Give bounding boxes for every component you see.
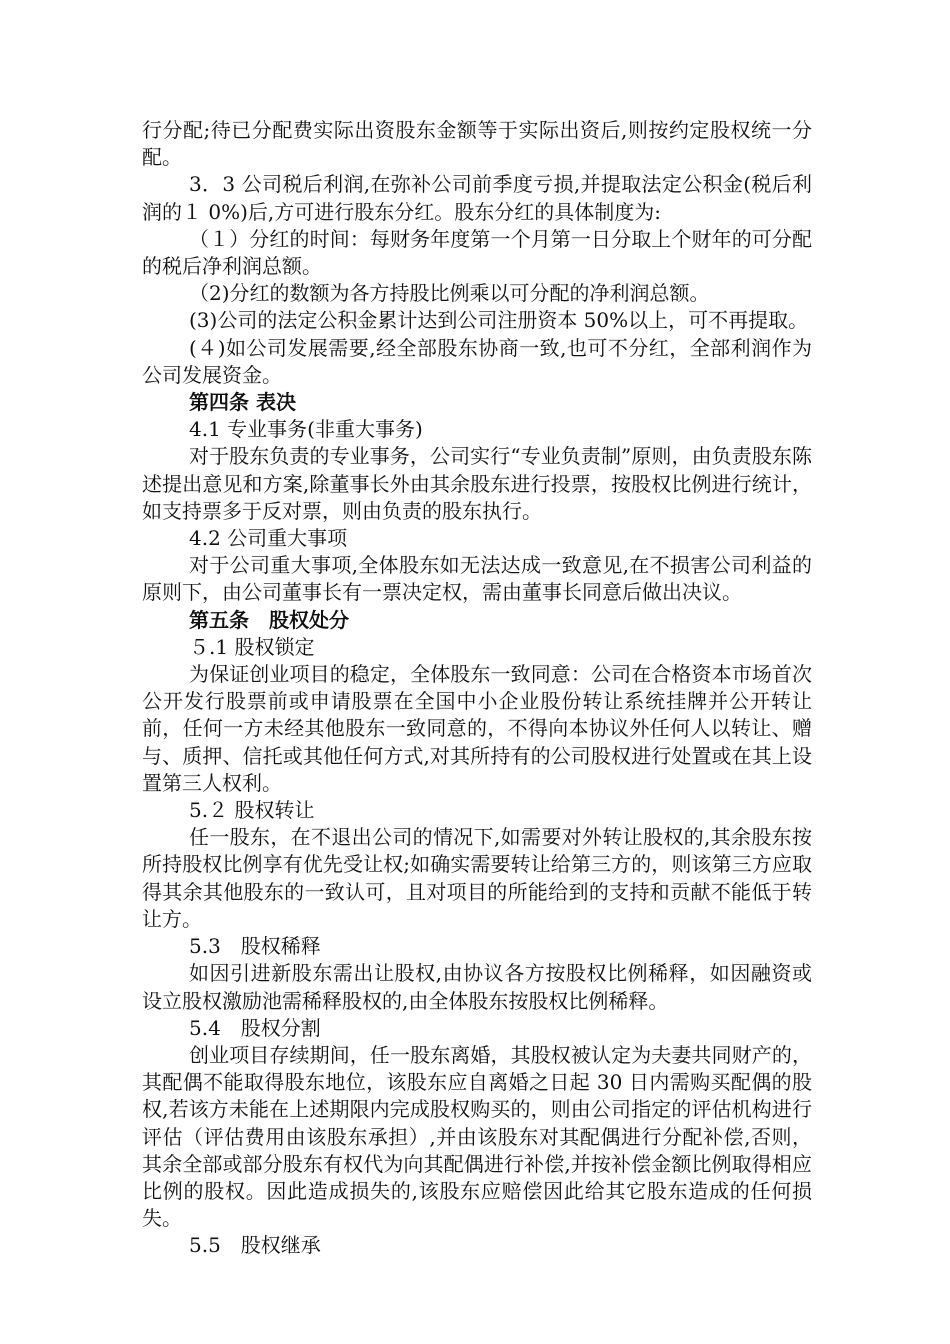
paragraph-continuation: 行分配;待已分配费实际出资股东金额等于实际出资后,则按约定股权统一分配。 — [142, 118, 812, 170]
paragraph-4-1: 对于股东负责的专业事务，公司实行“专业负责制”原则，由负责股东陈述提出意见和方案,除董事长外由其余股东进行投票，按股权比例进行统计，如支持票多于反对票，则由负责的股东执行。 — [142, 444, 812, 523]
heading-article-5: 第五条 股权处分 — [189, 607, 349, 632]
paragraph-5-1: 为保证创业项目的稳定，全体股东一致同意：公司在合格资本市场首次公开发行股票前或申请股票在全国中小企业股份转让系统挂牌并公开转让前，任何一方未经其他股东一致同意的，不得向本协议外任何人以转让、赠与、质押、信托或其他任何方式,对其所持有的公司股权进行处置或在其上设置第三人权利。 — [142, 662, 812, 795]
paragraph-dividend-amount: （2)分红的数额为各方持股比例乘以可分配的净利润总额。 — [189, 281, 710, 306]
heading-article-4: 第四条 表决 — [189, 390, 296, 415]
paragraph-dividend-time: （１）分红的时间：每财务年度第一个月第一日分取上个财年的可分配的税后净利润总额。 — [142, 226, 812, 279]
subheading-4-2: 4.2 公司重大事项 — [189, 526, 348, 551]
paragraph-4-2: 对于公司重大事项,全体股东如无法达成一致意见,在不损害公司利益的原则下，由公司董事长有一票决定权，需由董事长同意后做出决议。 — [142, 553, 812, 605]
document-page — [142, 117, 812, 1260]
paragraph-5-3: 如因引进新股东需出让股权,由协议各方按股权比例稀释，如因融资或设立股权激励池需稀释股权的,由全体股东按股权比例稀释。 — [142, 961, 812, 1013]
subheading-4-1: 4.1 专业事务(非重大事务) — [189, 417, 423, 442]
paragraph-no-dividend: (４)如公司发展需要,经全部股东协商一致,也可不分红，全部利润作为公司发展资金。 — [142, 335, 812, 387]
paragraph-3-3: 3．3 公司税后利润,在弥补公司前季度亏损,并提取法定公积金(税后利润的１ 0%)后,方可进行股东分红。股东分红的具体制度为: — [142, 172, 812, 224]
subheading-5-3: 5.3 股权稀释 — [189, 934, 321, 959]
paragraph-5-2: 任一股东，在不退出公司的情况下,如需要对外转让股权的,其余股东按所持股权比例享有优先受让权;如确实需要转让给第三方的，则该第三方应取得其余其他股东的一致认可，且对项目的所能给到的支持和贡献不能低于转让方。 — [142, 825, 812, 931]
subheading-5-2: 5.２ 股权转让 — [189, 798, 315, 823]
subheading-5-4: 5.4 股权分割 — [189, 1015, 321, 1040]
subheading-5-5: 5.5 股权继承 — [189, 1233, 321, 1258]
subheading-5-1: ５.1 股权锁定 — [189, 634, 315, 659]
paragraph-5-4: 创业项目存续期间，任一股东离婚，其股权被认定为夫妻共同财产的，其配偶不能取得股东地位，该股东应自离婚之日起 30 日内需购买配偶的股权,若该方未能在上述期限内完成股权购买的，则由公司指定的评估机构进行评估（评估费用由该股东承担）,并由该股东对其配偶进行分配补偿,否则，其余全部或部分股东有权代为向其配偶进行补偿,并按补偿金额比例取得相应比例的股权。因此造成损失的,该股东应赔偿因此给其它股东造成的任何损失。 — [142, 1042, 812, 1231]
paragraph-reserve-fund: (3)公司的法定公积金累计达到公司注册资本 50%以上，可不再提取。 — [189, 308, 809, 333]
